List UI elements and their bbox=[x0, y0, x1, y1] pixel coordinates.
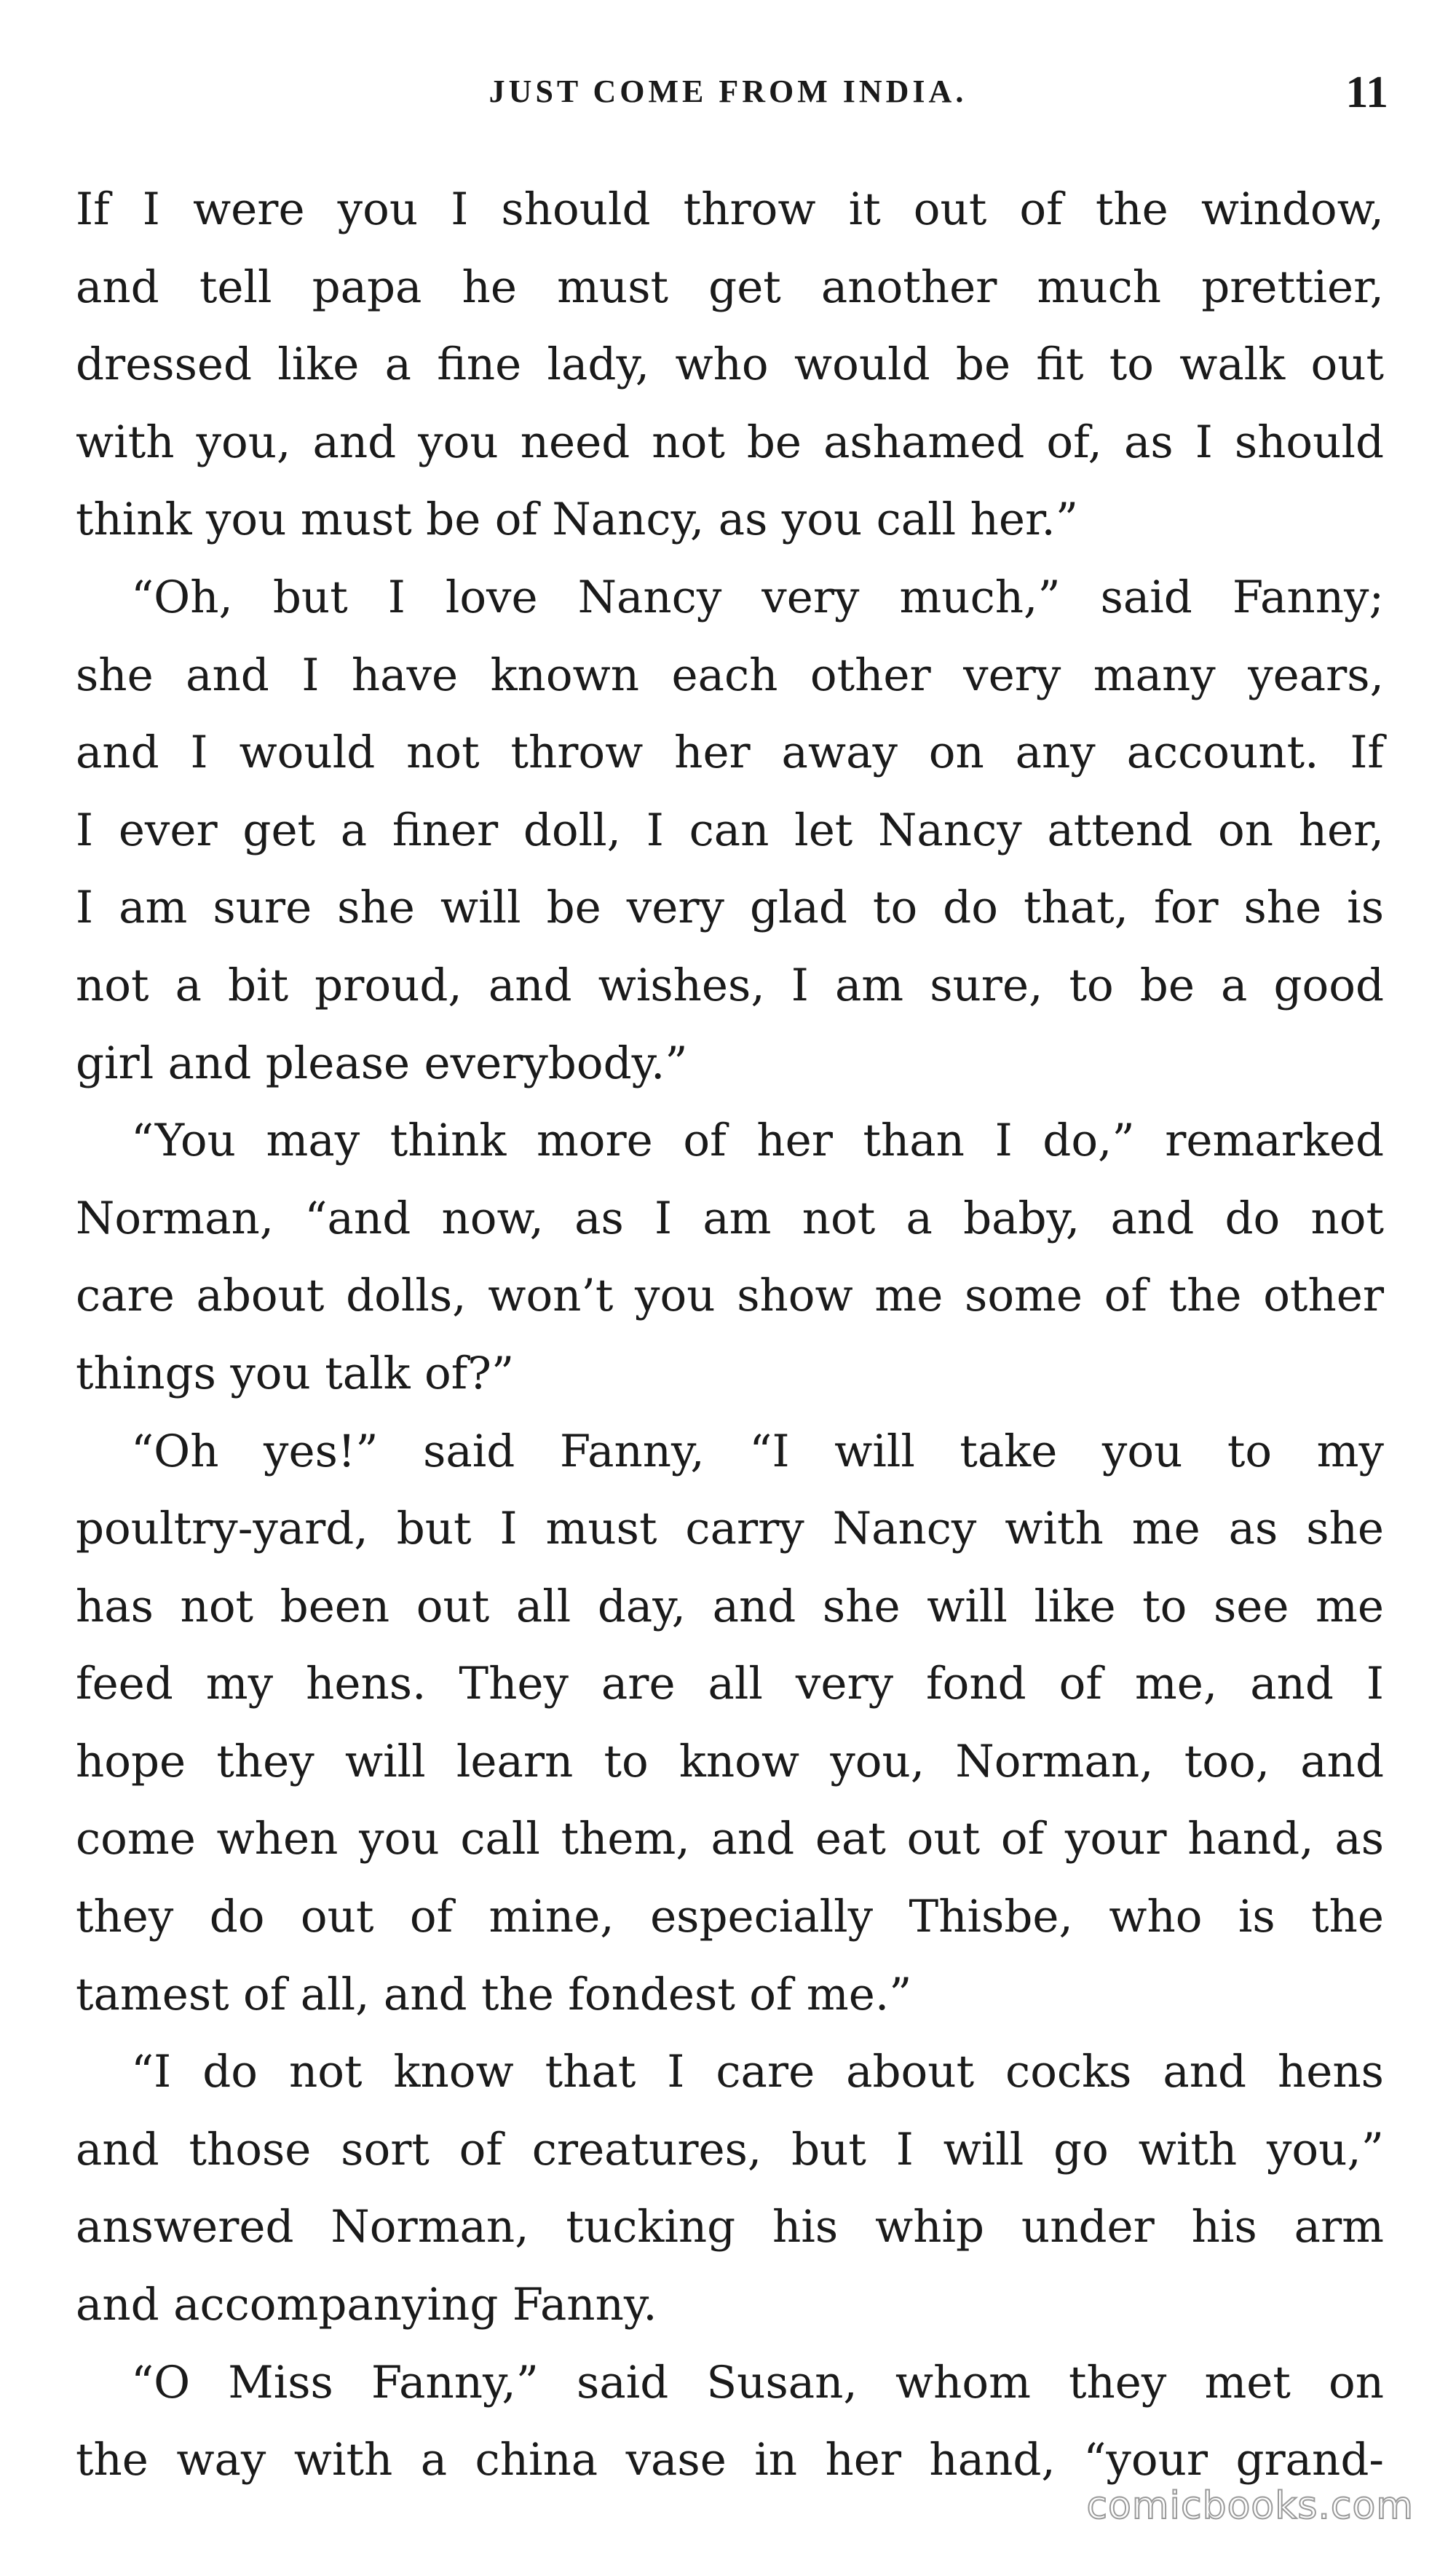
text-line: and those sort of creatures, but I will go with you,” bbox=[76, 2123, 1384, 2175]
text-line: has not been out all day, and she will like to see me bbox=[76, 1580, 1384, 1632]
text-line: tamest of all, and the fondest of me.” bbox=[76, 1968, 912, 2020]
text-line: I ever get a finer doll, I can let Nancy attend on her, bbox=[76, 804, 1384, 856]
text-line: with you, and you need not be ashamed of, as I should bbox=[76, 416, 1384, 468]
text-line: think you must be of Nancy, as you call her.” bbox=[76, 494, 1078, 546]
text-line: dressed like a fine lady, who would be fit to walk out bbox=[76, 339, 1384, 391]
text-line: girl and please everybody.” bbox=[76, 1037, 688, 1089]
text-line: “Oh yes!” said Fanny, “I will take you to my bbox=[131, 1425, 1384, 1477]
text-line: and accompanying Fanny. bbox=[76, 2279, 657, 2331]
text-line: “O Miss Fanny,” said Susan, whom they met on bbox=[131, 2356, 1384, 2408]
text-line: “I do not know that I care about cocks and hens bbox=[131, 2046, 1384, 2098]
text-line: answered Norman, tucking his whip under his arm bbox=[76, 2201, 1384, 2253]
text-line: they do out of mine, especially Thisbe, who is the bbox=[76, 1891, 1384, 1943]
text-line: the way with a china vase in her hand, “your grand- bbox=[76, 2434, 1384, 2486]
text-line: and I would not throw her away on any account. If bbox=[76, 727, 1384, 779]
text-line: I am sure she will be very glad to do that, for she is bbox=[76, 882, 1384, 934]
page-number: 11 bbox=[1345, 68, 1388, 117]
text-line: feed my hens. They are all very fond of me, and I bbox=[76, 1658, 1384, 1710]
running-head bbox=[0, 67, 1456, 125]
text-line: If I were you I should throw it out of the window, bbox=[76, 183, 1384, 235]
text-line: not a bit proud, and wishes, I am sure, to be a good bbox=[76, 959, 1384, 1011]
watermark-text: comicbooks.com bbox=[1086, 2484, 1414, 2528]
text-line: come when you call them, and eat out of your hand, as bbox=[76, 1813, 1384, 1865]
text-line: hope they will learn to know you, Norman, too, and bbox=[76, 1735, 1384, 1787]
text-line: things you talk of?” bbox=[76, 1347, 515, 1399]
running-head-title: JUST COME FROM INDIA. bbox=[488, 74, 968, 109]
text-line: care about dolls, won’t you show me some of the other bbox=[76, 1270, 1384, 1322]
text-line: “You may think more of her than I do,” remarked bbox=[131, 1115, 1384, 1167]
text-line: Norman, “and now, as I am not a baby, and do not bbox=[76, 1192, 1384, 1244]
text-line: poultry-yard, but I must carry Nancy with me as she bbox=[76, 1503, 1384, 1555]
body-text bbox=[76, 171, 1384, 2499]
text-line: and tell papa he must get another much prettier, bbox=[76, 261, 1384, 313]
text-line: she and I have known each other very many years, bbox=[76, 649, 1384, 701]
text-line: “Oh, but I love Nancy very much,” said Fanny; bbox=[131, 571, 1384, 623]
